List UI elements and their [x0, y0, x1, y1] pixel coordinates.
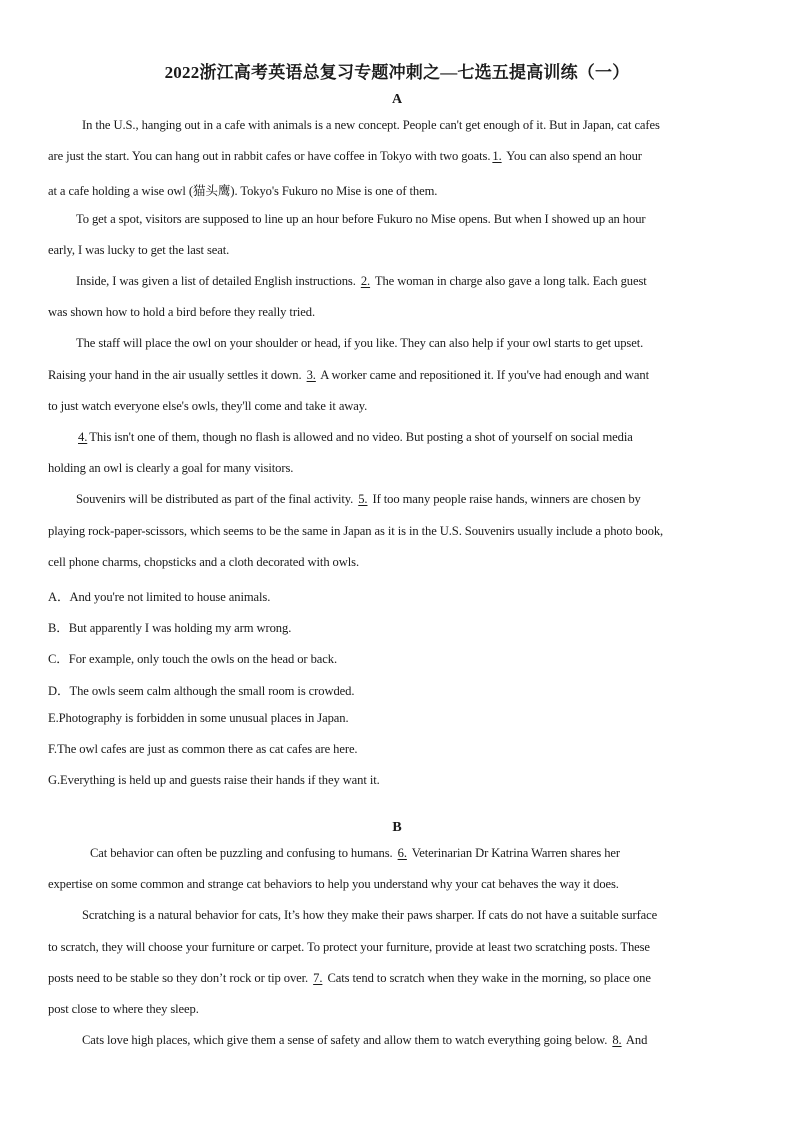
text-line	[48, 399, 758, 414]
text-segment: You can also spend an hour	[503, 149, 642, 163]
text-line	[48, 149, 758, 164]
text-line	[48, 742, 758, 757]
text-segment: Cat behavior can often be puzzling and confusing to humans.	[90, 846, 396, 860]
document-title: 2022浙江高考英语总复习专题冲刺之—七选五提高训练（一）	[164, 63, 630, 82]
text-segment: early, I was lucky to get the last seat.	[48, 243, 230, 257]
text-segment: Inside, I was given a list of detailed English instructions.	[76, 274, 359, 288]
text-segment: If too many people raise hands, winners are chosen by	[369, 492, 641, 506]
answer-blank[interactable]: 3.	[306, 368, 316, 382]
text-segment: In the U.S., hanging out in a cafe with animals is a new concept. People can't get enough of it. But in Japan, cat cafes	[82, 118, 660, 132]
text-line	[48, 1033, 792, 1048]
text-line	[48, 680, 758, 699]
text-segment: A．And you're not limited to house animals.	[48, 590, 271, 604]
answer-blank[interactable]: 6.	[397, 846, 407, 860]
text-segment: Raising your hand in the air usually settles it down.	[48, 368, 305, 382]
answer-blank[interactable]: 2.	[360, 274, 371, 288]
text-segment: Souvenirs will be distributed as part of the final activity.	[76, 492, 357, 506]
text-line	[48, 118, 792, 133]
text-line	[48, 773, 758, 788]
text-line	[48, 971, 758, 986]
text-segment: This isn't one of them, though no flash is allowed and no video. But posting a shot of yourself on social media	[89, 430, 633, 444]
text-segment: F.The owl cafes are just as common there as cat cafes are here.	[48, 742, 358, 756]
text-segment: B．But apparently I was holding my arm wrong.	[48, 621, 292, 635]
text-line	[48, 711, 758, 726]
text-line	[48, 908, 792, 923]
text-line	[48, 243, 758, 258]
text-line	[48, 555, 758, 570]
text-line	[48, 846, 794, 861]
text-segment: C．For example, only touch the owls on the head or back.	[48, 652, 337, 666]
text-segment: expertise on some common and strange cat behaviors to help you understand why your cat behaves the way it does.	[48, 877, 619, 891]
text-line	[48, 461, 758, 476]
text-line	[48, 430, 786, 445]
text-line	[48, 1002, 758, 1017]
text-line	[48, 940, 758, 955]
text-segment: holding an owl is clearly a goal for many visitors.	[48, 461, 294, 475]
section-heading: A	[391, 92, 403, 107]
text-line	[48, 368, 758, 383]
text-line	[48, 586, 758, 605]
text-segment: A worker came and repositioned it. If you've had enough and want	[317, 368, 650, 382]
text-segment: playing rock-paper-scissors, which seems to be the same in Japan as it is in the U.S. Souvenirs usually include a photo book,	[48, 524, 664, 538]
text-line	[48, 336, 786, 351]
answer-blank[interactable]: 8.	[612, 1033, 622, 1047]
text-segment: Cats love high places, which give them a sense of safety and allow them to watch everything going below.	[82, 1033, 611, 1047]
text-line	[48, 492, 786, 507]
text-segment: D．The owls seem calm although the small room is crowded.	[48, 684, 355, 698]
text-segment: at a cafe holding a wise owl (猫头鹰). Tokyo's Fukuro no Mise is one of them.	[48, 184, 438, 198]
text-segment: to scratch, they will choose your furniture or carpet. To protect your furniture, provide at least two scratching posts. These	[48, 940, 650, 954]
answer-blank[interactable]: 7.	[313, 971, 323, 985]
answer-blank[interactable]: 1.	[492, 149, 502, 163]
text-line	[48, 617, 758, 636]
text-segment: To get a spot, visitors are supposed to line up an hour before Fukuro no Mise opens. But when I showed up an hour	[76, 212, 646, 226]
text-line	[48, 274, 786, 289]
text-line	[48, 877, 758, 892]
text-segment: are just the start. You can hang out in rabbit cafes or have coffee in Tokyo with two goats.	[48, 149, 491, 163]
text-line	[48, 305, 758, 320]
text-segment: And	[623, 1033, 648, 1047]
text-segment: Cats tend to scratch when they wake in the morning, so place one	[324, 971, 651, 985]
text-segment: The staff will place the owl on your shoulder or head, if you like. They can also help if your owl starts to get upset.	[76, 336, 644, 350]
text-segment: posts need to be stable so they don’t rock or tip over.	[48, 971, 312, 985]
text-segment: Veterinarian Dr Katrina Warren shares her	[408, 846, 620, 860]
text-line	[48, 212, 786, 227]
text-segment: E.Photography is forbidden in some unusual places in Japan.	[48, 711, 349, 725]
text-segment: to just watch everyone else's owls, they'll come and take it away.	[48, 399, 368, 413]
text-line	[48, 180, 758, 199]
text-segment: The woman in charge also gave a long talk. Each guest	[372, 274, 647, 288]
text-line	[48, 524, 758, 539]
answer-blank[interactable]: 4.	[78, 430, 88, 444]
text-segment: cell phone charms, chopsticks and a cloth decorated with owls.	[48, 555, 359, 569]
text-line	[48, 648, 758, 667]
section-heading: B	[392, 820, 402, 835]
answer-blank[interactable]: 5.	[358, 492, 368, 506]
text-segment: post close to where they sleep.	[48, 1002, 199, 1016]
text-segment: Scratching is a natural behavior for cats, It’s how they make their paws sharper. If cats do not have a suitable surface	[82, 908, 658, 922]
text-segment: was shown how to hold a bird before they really tried.	[48, 305, 316, 319]
text-segment: G.Everything is held up and guests raise their hands if they want it.	[48, 773, 380, 787]
